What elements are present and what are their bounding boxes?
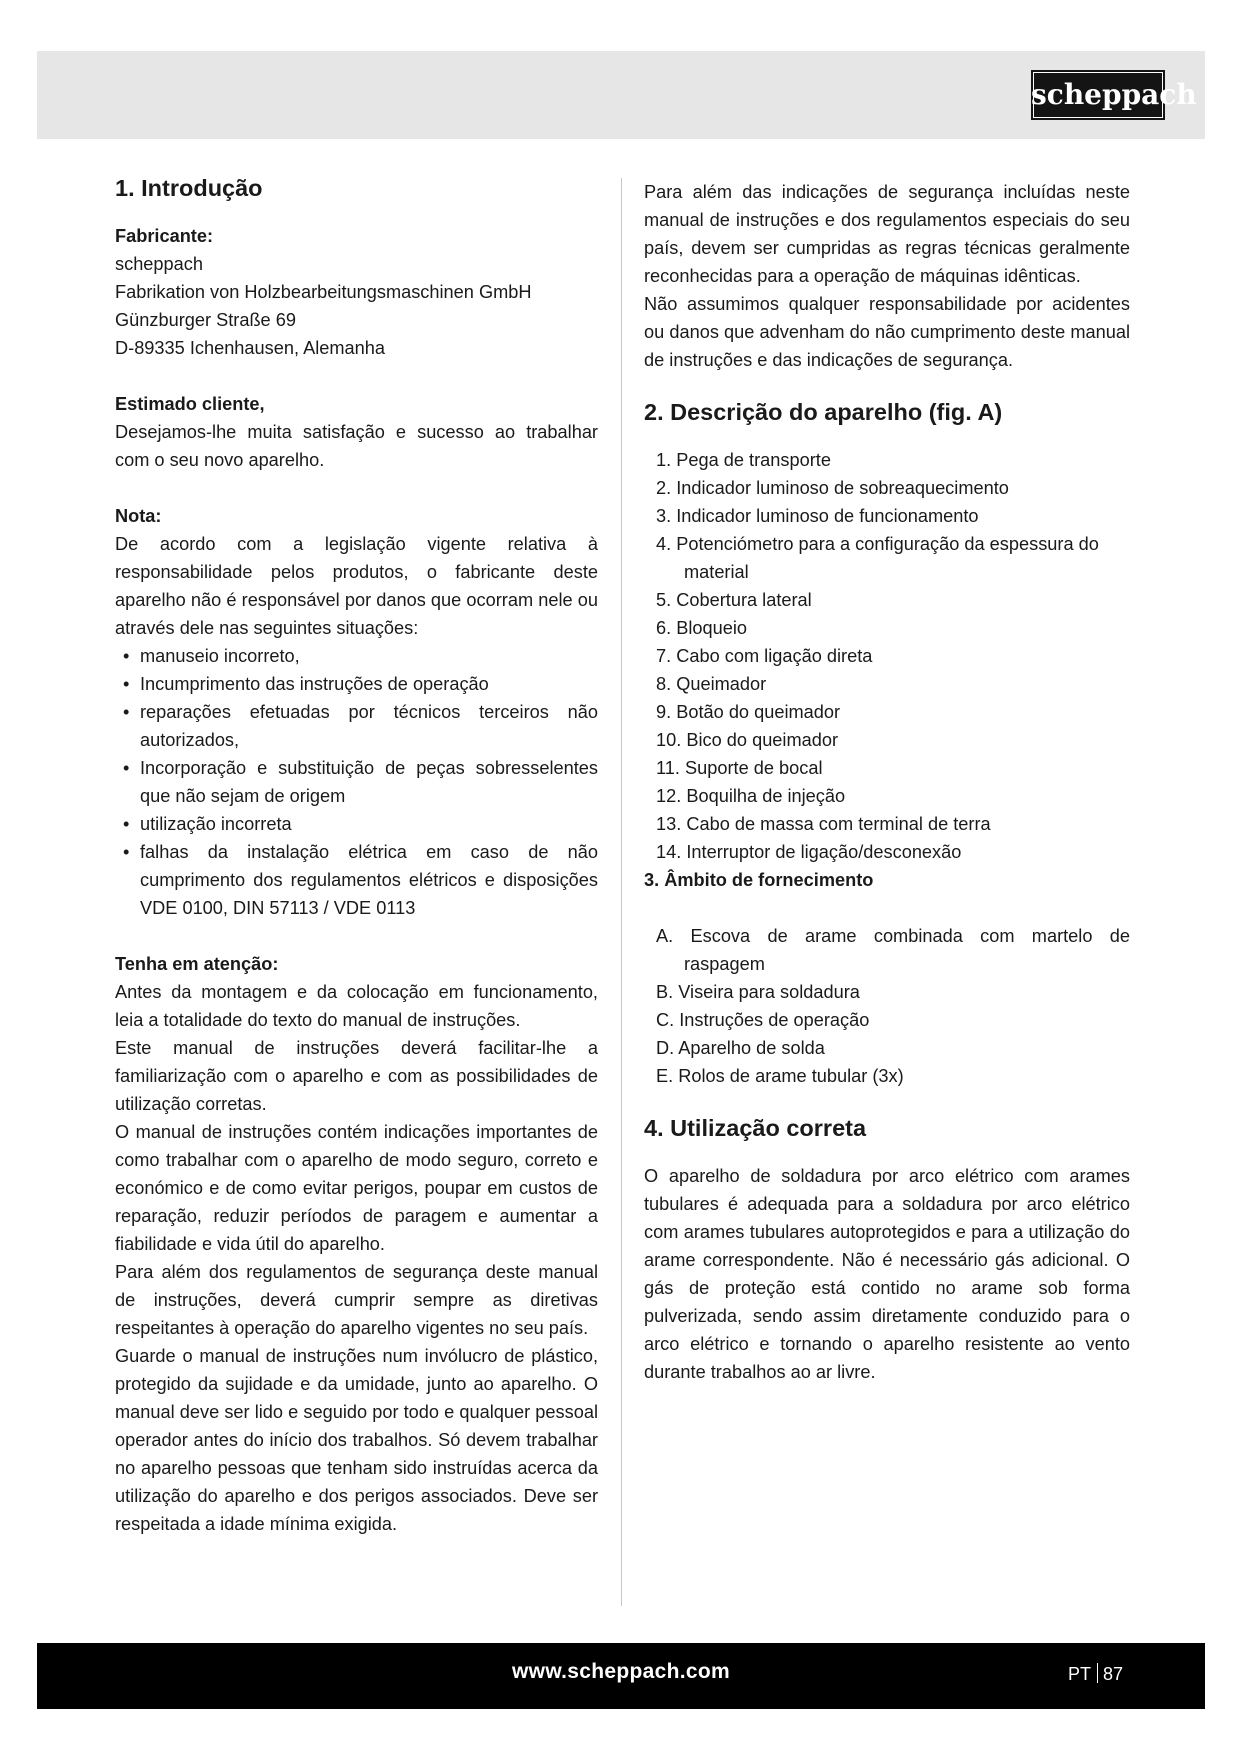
note-label: Nota: [115, 506, 162, 526]
safety-paragraph: Não assumimos qualquer responsabilidade por acidentes ou danos que advenham do não cumprimento deste manual de instruções e das indicações de segurança. [644, 294, 1130, 370]
list-item: 2. Indicador luminoso de sobreaquecimento [656, 478, 1009, 498]
section-2-title: 2. Descrição do aparelho (fig. A) [644, 399, 1003, 425]
usage-text: O aparelho de soldadura por arco elétrico com arames tubulares é adequada para a soldadura por arco elétrico com arames tubulares autoprotegidos e para a utilização do arame correspondente. Não é necessário gás adicional. O gás de proteção está contido no arame sob forma pulverizada, sendo assim diretamente conduzido para o arco elétrico e tornando o aparelho resistente ao vento durante trabalhos ao ar livre. [644, 1166, 1130, 1382]
attention-paragraph: O manual de instruções contém indicações importantes de como trabalhar com o aparelho de modo seguro, correto e económico e de como evitar perigos, poupar em custos de reparação, reduzir períodos de paragem e aumentar a fiabilidade e vida útil do aparelho. [115, 1122, 598, 1254]
manufacturer-line: scheppach [115, 254, 203, 274]
note-text: De acordo com a legislação vigente relativa à responsabilidade pelos produtos, o fabricante deste aparelho não é responsável por danos que ocorram nele ou através dele nas seguintes situações: [115, 534, 598, 638]
manufacturer-line: Fabrikation von Holzbearbeitungsmaschinen GmbH [115, 282, 532, 302]
attention-paragraph: Este manual de instruções deverá facilitar-lhe a familiarização com o aparelho e com as possibilidades de utilização corretas. [115, 1038, 598, 1114]
list-item: 10. Bico do queimador [656, 730, 839, 750]
footer-bar [37, 1643, 1205, 1709]
customer-label: Estimado cliente, [115, 394, 265, 414]
list-item: 11. Suporte de bocal [656, 758, 823, 778]
list-item: • reparações efetuadas por técnicos terceiros não autorizados, [115, 698, 598, 754]
right-column [644, 178, 1130, 1386]
manufacturer-label: Fabricante: [115, 226, 214, 246]
list-item: • Incorporação e substituição de peças sobresselentes que não sejam de origem [115, 754, 598, 810]
page-separator [1097, 1663, 1098, 1683]
list-item: E. Rolos de arame tubular (3x) [656, 1066, 904, 1086]
list-item: 3. Indicador luminoso de funcionamento [656, 506, 979, 526]
section-4-title: 4. Utilização correta [644, 1115, 867, 1141]
parts-list [644, 446, 1130, 866]
list-item: 1. Pega de transporte [656, 450, 831, 470]
column-divider [621, 178, 622, 1606]
note-bullet-list [115, 642, 598, 922]
page-number [1068, 1663, 1123, 1685]
list-item: D. Aparelho de solda [656, 1038, 825, 1058]
attention-label: Tenha em atenção: [115, 954, 279, 974]
language-code: PT [1067, 1664, 1091, 1684]
list-item: 5. Cobertura lateral [656, 590, 812, 610]
list-item: • falhas da instalação elétrica em caso de não cumprimento dos regulamentos elétricos e disposições VDE 0100, DIN 57113 / VDE 0113 [115, 838, 598, 922]
list-item: • manuseio incorreto, [115, 642, 598, 670]
list-item: 14. Interruptor de ligação/desconexão [656, 842, 962, 862]
section-3-title: 3. Âmbito de fornecimento [644, 870, 874, 890]
header-bar [37, 51, 1205, 139]
list-item: • utilização incorreta [115, 810, 598, 838]
list-item: 12. Boquilha de injeção [656, 786, 846, 806]
left-column [115, 175, 598, 1538]
manufacturer-line: D-89335 Ichenhausen, Alemanha [115, 338, 385, 358]
footer-url-link[interactable]: www.scheppach.com [512, 1660, 730, 1683]
list-item: A. Escova de arame combinada com martelo de raspagem [656, 926, 1130, 974]
attention-paragraph: Guarde o manual de instruções num invólucro de plástico, protegido da sujidade e da umidade, junto ao aparelho. O manual deve ser lido e seguido por todo e qualquer pessoal operador antes do início dos trabalhos. Só devem trabalhar no aparelho pessoas que tenham sido instruídas acerca da utilização do aparelho e dos perigos associados. Deve ser respeitada a idade mínima exigida. [115, 1346, 598, 1534]
section-1-title: 1. Introdução [115, 175, 263, 201]
manufacturer-line: Günzburger Straße 69 [115, 310, 296, 330]
attention-paragraph: Antes da montagem e da colocação em funcionamento, leia a totalidade do texto do manual de instruções. [115, 982, 598, 1030]
attention-paragraph: Para além dos regulamentos de segurança deste manual de instruções, deverá cumprir sempre as diretivas respeitantes à operação do aparelho vigentes no seu país. [115, 1262, 598, 1338]
scheppach-logo: scheppach [1031, 70, 1165, 120]
list-item: 9. Botão do queimador [656, 702, 841, 722]
list-item: C. Instruções de operação [656, 1010, 870, 1030]
list-item: B. Viseira para soldadura [656, 982, 860, 1002]
list-item: 13. Cabo de massa com terminal de terra [656, 814, 991, 834]
list-item: 4. Potenciómetro para a configuração da espessura do material [656, 534, 1099, 582]
list-item: 8. Queimador [656, 674, 767, 694]
list-item: • Incumprimento das instruções de operação [115, 670, 598, 698]
list-item: 7. Cabo com ligação direta [656, 646, 873, 666]
customer-text: Desejamos-lhe muita satisfação e sucesso ao trabalhar com o seu novo aparelho. [115, 422, 598, 470]
scope-list [644, 922, 1130, 1090]
page-number-value: 87 [1102, 1664, 1123, 1684]
list-item: 6. Bloqueio [656, 618, 748, 638]
safety-paragraph: Para além das indicações de segurança incluídas neste manual de instruções e dos regulamentos especiais do seu país, devem ser cumpridas as regras técnicas geralmente reconhecidas para a operação de máquinas idênticas. [644, 182, 1130, 286]
